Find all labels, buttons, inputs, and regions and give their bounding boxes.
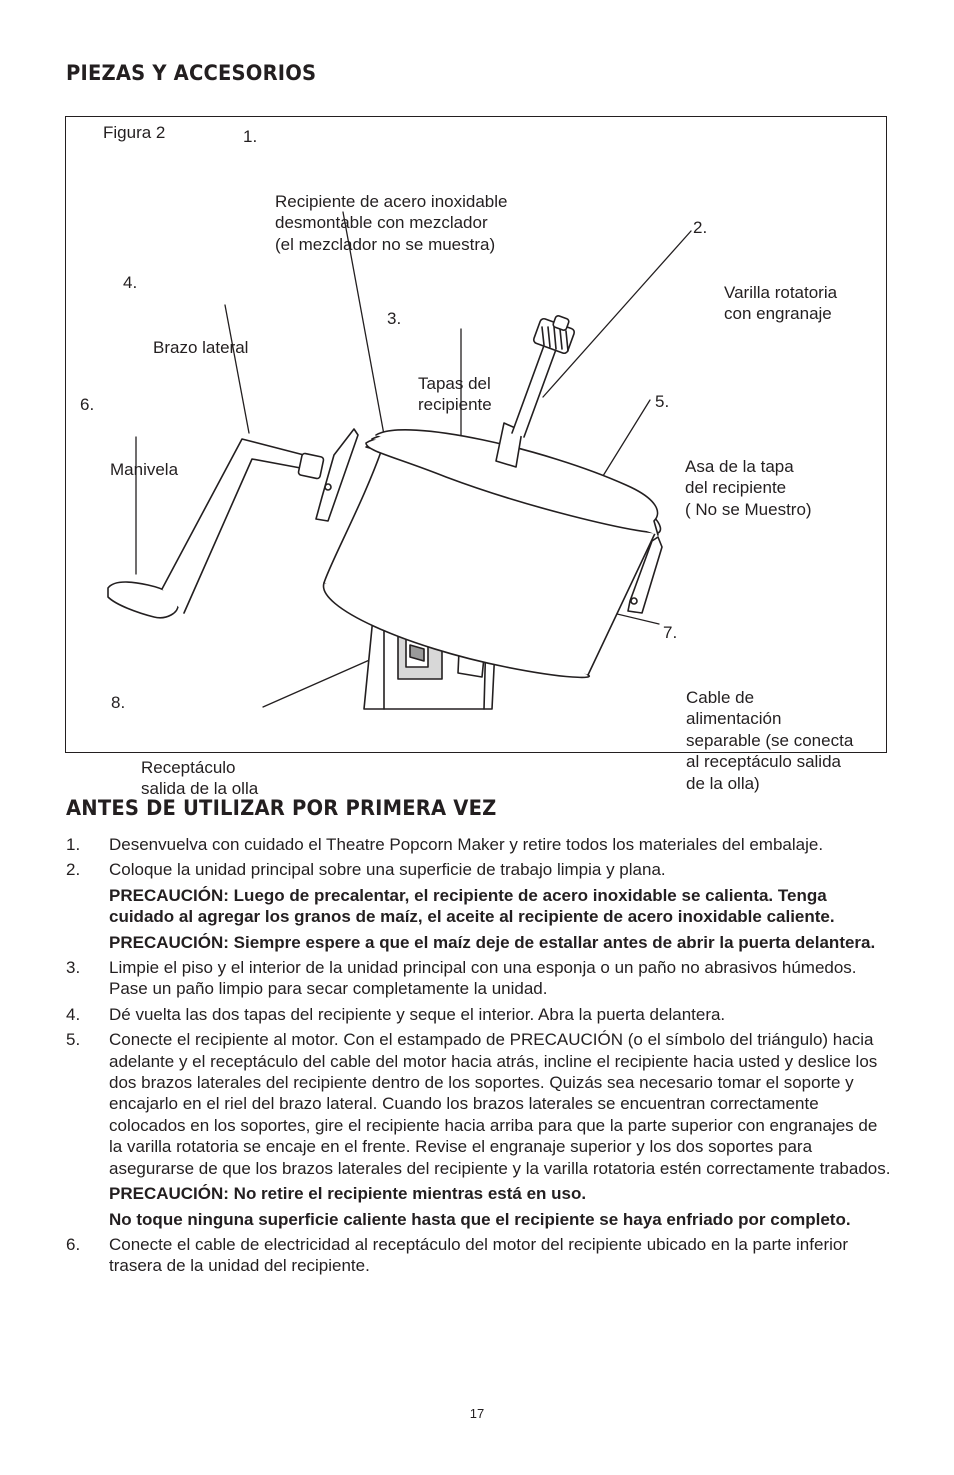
- label-7-num: 7.: [663, 623, 678, 642]
- section-heading-parts: PIEZAS Y ACCESORIOS: [66, 61, 317, 85]
- list-item: [0, 1029, 954, 1230]
- label-3-text: Tapas del recipiente: [418, 373, 492, 414]
- step-text: Dé vuelta las dos tapas del recipiente y seque el interior. Abra la puerta delantera.: [109, 1004, 726, 1024]
- step-number: 2.: [66, 860, 81, 880]
- list-item: [0, 859, 954, 953]
- label-1-text: Recipiente de acero inoxidable desmontable con mezclador (el mezclador no se muestra): [275, 191, 508, 254]
- section-heading-before-first-use: ANTES DE UTILIZAR POR PRIMERA VEZ: [66, 796, 497, 820]
- label-7-power-cord: [663, 622, 853, 837]
- label-5-num: 5.: [655, 392, 670, 411]
- label-6-num: 6.: [80, 395, 95, 414]
- label-3-lids: [387, 308, 492, 459]
- label-6-crank: [80, 394, 178, 523]
- figure-caption: Figura 2: [103, 123, 166, 142]
- label-5-text: Asa de la tapa del recipiente ( No se Muestro): [685, 456, 812, 519]
- list-item: [0, 1234, 954, 1277]
- label-8-text: Receptáculo salida de la olla: [141, 757, 259, 798]
- step-text: Desenvuelva con cuidado el Theatre Popcorn Maker y retire todos los materiales del embalaje.: [109, 835, 824, 854]
- step-number: 5.: [66, 1030, 81, 1050]
- step-number: 4.: [66, 1004, 81, 1024]
- label-2-text: Varilla rotatoria con engranaje: [724, 282, 838, 323]
- label-4-text: Brazo lateral: [153, 337, 249, 357]
- rotating-rod: [496, 315, 575, 467]
- list-item: [0, 1004, 954, 1025]
- step-text: Conecte el cable de electricidad al receptáculo del motor del recipiente ubicado en la parte inferior trasera de la unidad del recipiente.: [109, 1234, 848, 1276]
- step-number: 3.: [66, 958, 81, 978]
- label-7-text: Cable de alimentación separable (se conecta al receptáculo salida de la olla): [686, 687, 854, 793]
- caution-text: PRECAUCIÓN: Siempre espere a que el maíz deje de estallar antes de abrir la puerta delantera.: [109, 932, 876, 952]
- list-item: [0, 834, 954, 855]
- label-3-num: 3.: [387, 309, 402, 328]
- label-1-bowl: [243, 126, 508, 298]
- label-2-rod: [693, 217, 837, 368]
- label-5-lid-handle: [655, 391, 812, 563]
- instruction-list: [0, 834, 954, 1281]
- step-number: 1.: [66, 835, 81, 854]
- label-4-num: 4.: [123, 273, 138, 292]
- label-6-text: Manivela: [110, 459, 179, 479]
- step-number: 6.: [66, 1234, 81, 1254]
- caution-text: PRECAUCIÓN: No retire el recipiente mientras está en uso.: [109, 1184, 587, 1204]
- caution-text: PRECAUCIÓN: Luego de precalentar, el recipiente de acero inoxidable se calienta. Tenga cuidado al agregar los granos de maíz, el aceite al recipiente de acero inoxidable caliente.: [109, 885, 835, 927]
- caution-text: No toque ninguna superficie caliente hasta que el recipiente se haya enfriado por completo.: [109, 1209, 851, 1229]
- label-4-side-arm: [123, 272, 248, 401]
- label-1-num: 1.: [243, 127, 258, 146]
- parts-figure: [65, 116, 887, 798]
- step-text: Limpie el piso y el interior de la unidad principal con una esponja o un paño no abrasivos húmedos. Pase un paño limpio para secar completamente la unidad.: [109, 958, 857, 999]
- label-8-num: 8.: [111, 693, 126, 712]
- step-text: Conecte el recipiente al motor. Con el estampado de PRECAUCIÓN (o el símbolo del triángulo) hacia adelante y el receptáculo del cable del motor hacia atrás, incline el recipiente hacia usted y deslice los dos brazos laterales del recipiente dentro de los soportes. Quizás sea necesario tomar el soporte y encajarlo en el riel del brazo lateral. Cuando los brazos laterales se encuentran correctamente colocados en los soportes, gire el recipiente hacia arriba para que la parte superior con engranajes de la varilla rotatoria se encaje en el frente. Revise el engranaje superior y los dos soportes para asegurarse de que los brazos laterales del recipiente y la varilla rotatoria estén correctamente trabados.: [109, 1030, 891, 1178]
- list-item: [0, 957, 954, 1000]
- label-2-num: 2.: [693, 218, 708, 237]
- step-text: Coloque la unidad principal sobre una superficie de trabajo limpia y plana.: [109, 860, 666, 880]
- page-number: 17: [469, 1406, 485, 1421]
